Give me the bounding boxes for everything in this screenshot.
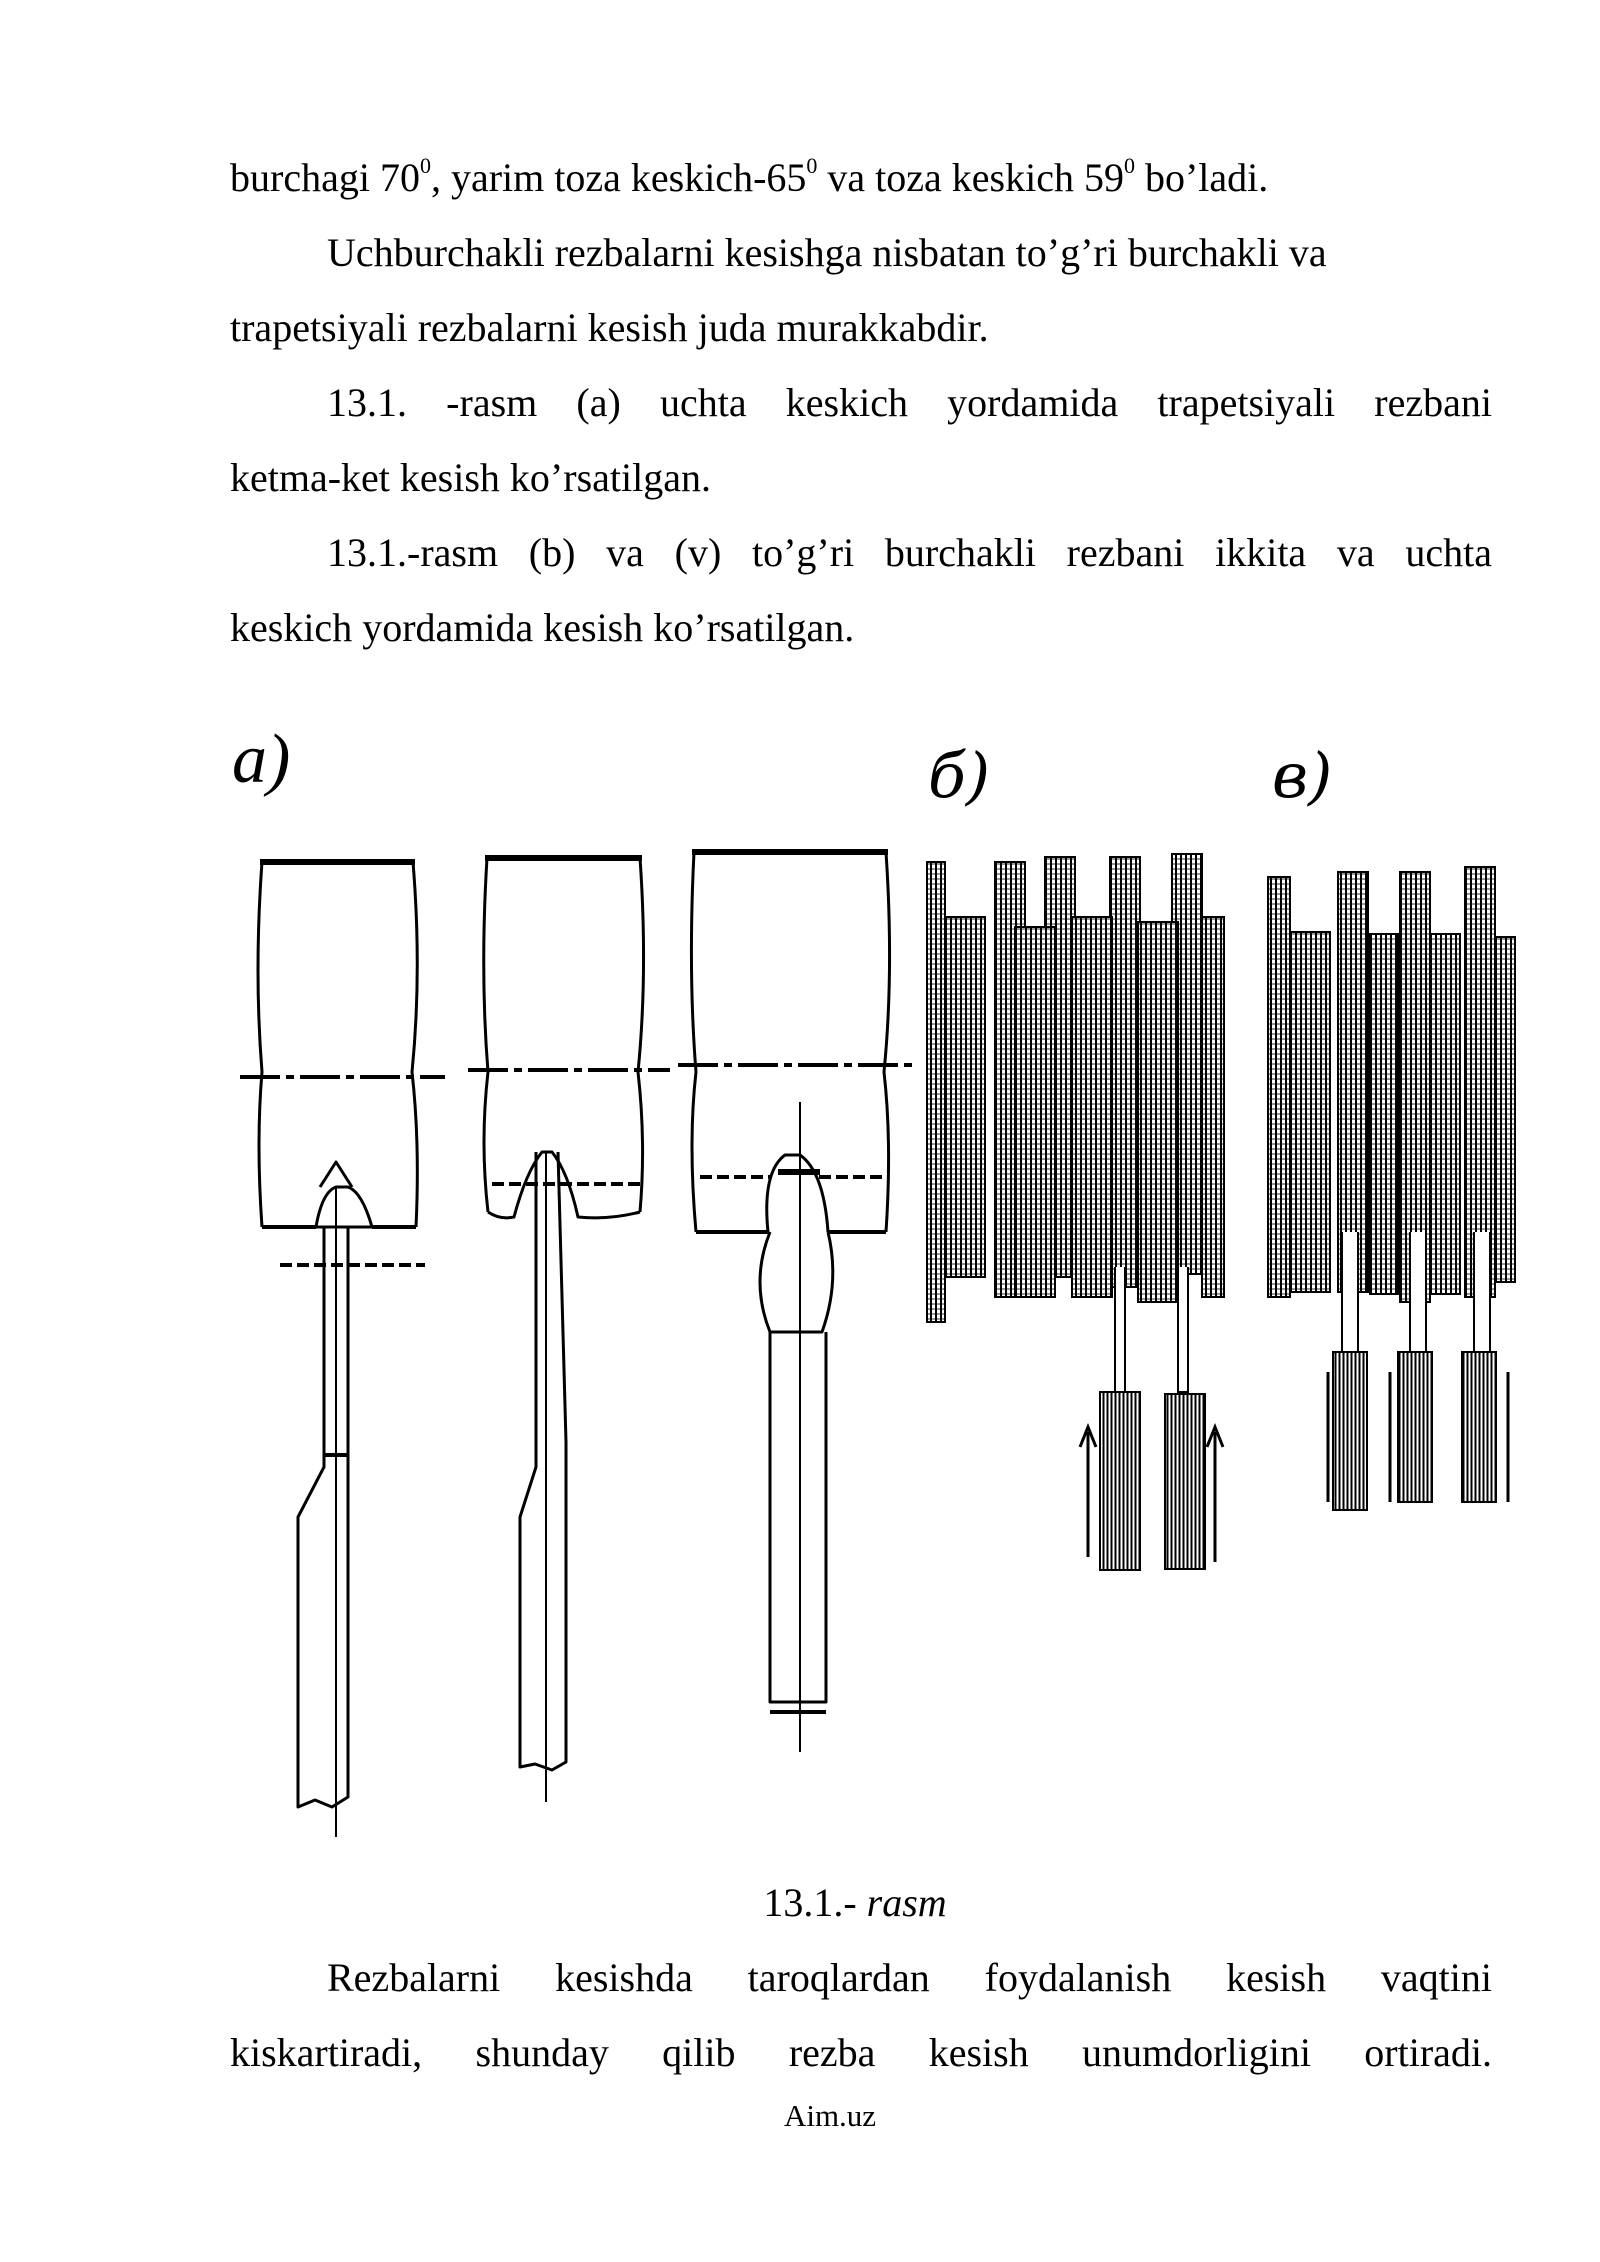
figure-caption [0, 1865, 1600, 1940]
cutter-a3 [760, 1102, 833, 1752]
label-v: в) [1272, 739, 1333, 812]
text-fragment: va toza keskich 59 [817, 155, 1124, 200]
text-fragment: burchagi 70 [230, 155, 420, 200]
caption-word: rasm [866, 1880, 947, 1925]
label-a: a) [232, 721, 291, 798]
paragraph-4-line-2: keskich yordamida kesish ko’rsatilgan. [230, 605, 855, 650]
paragraph-4-line-1: 13.1.-rasm (b) va (v) to’g’ri burchakli rezbani ikkita va uchta [327, 530, 1492, 575]
paragraph-5-line-2: kiskartiradi, shunday qilib rezba kesish unumdorligini ortiradi. [230, 2030, 1492, 2075]
degree-superscript: 0 [806, 153, 818, 178]
paragraph-3-line-2: ketma-ket kesish ko’rsatilgan. [230, 455, 711, 500]
caption-number: 13.1.- [763, 1880, 867, 1925]
page-footer: Aim.uz [783, 2098, 877, 2133]
body-text [230, 140, 1492, 665]
paragraph-5-line-1: Rezbalarni kesishda taroqlardan foydalanish kesish vaqtini [327, 1955, 1492, 2000]
text-fragment: bo’ladi. [1134, 155, 1269, 200]
paragraph-3-line-1: 13.1. -rasm (a) uchta keskich yordamida trapetsiyali rezbani [327, 380, 1492, 425]
thread-cutting-figure [230, 672, 1530, 1872]
degree-superscript: 0 [419, 153, 431, 178]
workpiece-a2 [468, 858, 670, 1218]
label-b: б) [928, 739, 991, 812]
feed-arrows [1080, 1372, 1508, 1562]
paragraph-2-line-2: trapetsiyali rezbalarni kesish juda murakkabdir. [230, 305, 989, 350]
degree-superscript: 0 [1123, 153, 1135, 178]
body-text-lower [230, 1940, 1492, 2090]
text-fragment: , yarim toza keskich-65 [430, 155, 807, 200]
cutter-a2 [520, 1152, 566, 1802]
figure-drawing [230, 672, 1530, 1872]
thread-comb-b [927, 854, 1224, 1570]
paragraph-1-line [230, 140, 1492, 215]
workpiece-a1 [240, 862, 445, 1265]
paragraph-2-line-1: Uchburchakli rezbalarni kesishga nisbatan to’g’ri burchakli va [327, 230, 1327, 275]
